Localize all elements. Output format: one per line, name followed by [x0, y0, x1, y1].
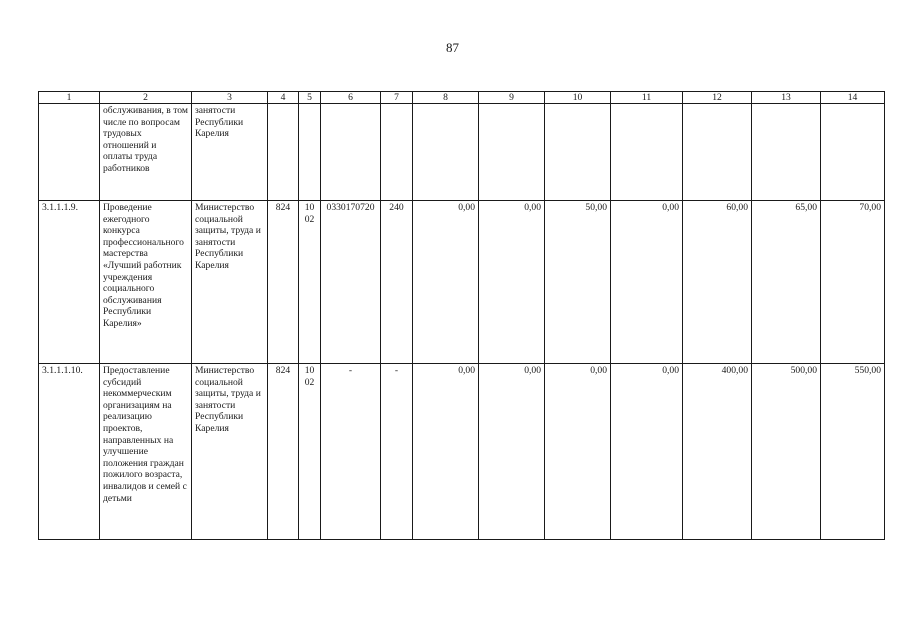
- column-number: 11: [611, 92, 683, 104]
- value-col-13: [752, 104, 821, 201]
- row-number: [39, 104, 100, 201]
- column-number: 5: [299, 92, 321, 104]
- column-number: 6: [321, 92, 381, 104]
- value-col-8: [413, 104, 479, 201]
- executor: занятости Республики Карелия: [192, 104, 268, 201]
- row-number: 3.1.1.1.9.: [39, 201, 100, 364]
- vr-code: 240: [381, 201, 413, 364]
- grbs-code: 824: [268, 364, 299, 540]
- executor: Министерство социальной защиты, труда и занятости Республики Карелия: [192, 201, 268, 364]
- table-row: [39, 364, 885, 540]
- vr-code: [381, 104, 413, 201]
- column-number: 2: [100, 92, 192, 104]
- column-number: 8: [413, 92, 479, 104]
- vr-code: -: [381, 364, 413, 540]
- value-col-10: 0,00: [545, 364, 611, 540]
- rzpr-code: 10 02: [299, 201, 321, 364]
- value-col-9: 0,00: [479, 364, 545, 540]
- value-col-11: 0,00: [611, 201, 683, 364]
- rzpr-code: 10 02: [299, 364, 321, 540]
- activity-name: Проведение ежегодного конкурса профессионального мастерства «Лучший работник учреждения социального обслуживания Республики Карелия»: [100, 201, 192, 364]
- value-col-14: [821, 104, 885, 201]
- csr-code: -: [321, 364, 381, 540]
- grbs-code: [268, 104, 299, 201]
- value-col-10: 50,00: [545, 201, 611, 364]
- executor: Министерство социальной защиты, труда и занятости Республики Карелия: [192, 364, 268, 540]
- value-col-13: 65,00: [752, 201, 821, 364]
- csr-code: 0330170720: [321, 201, 381, 364]
- value-col-9: 0,00: [479, 201, 545, 364]
- table-row: [39, 201, 885, 364]
- column-number: 13: [752, 92, 821, 104]
- value-col-11: [611, 104, 683, 201]
- activity-name: обслуживания, в том числе по вопросам трудовых отношений и оплаты труда работников: [100, 104, 192, 201]
- column-number: 14: [821, 92, 885, 104]
- value-col-8: 0,00: [413, 201, 479, 364]
- page-number: 87: [446, 40, 459, 55]
- rzpr-code: [299, 104, 321, 201]
- value-col-13: 500,00: [752, 364, 821, 540]
- value-col-12: 400,00: [683, 364, 752, 540]
- column-number: 7: [381, 92, 413, 104]
- column-number: 10: [545, 92, 611, 104]
- grbs-code: 824: [268, 201, 299, 364]
- column-numbers-row: [39, 92, 885, 104]
- value-col-10: [545, 104, 611, 201]
- activity-name: Предоставление субсидий некоммерческим организациям на реализацию проектов, направленных на улучшение положения граждан пожилого возраста, инвалидов и семей с детьми: [100, 364, 192, 540]
- value-col-14: 550,00: [821, 364, 885, 540]
- row-number: 3.1.1.1.10.: [39, 364, 100, 540]
- value-col-11: 0,00: [611, 364, 683, 540]
- column-number: 3: [192, 92, 268, 104]
- value-col-12: [683, 104, 752, 201]
- column-number: 12: [683, 92, 752, 104]
- value-col-8: 0,00: [413, 364, 479, 540]
- value-col-9: [479, 104, 545, 201]
- value-col-14: 70,00: [821, 201, 885, 364]
- csr-code: [321, 104, 381, 201]
- column-number: 1: [39, 92, 100, 104]
- budget-table: [38, 91, 885, 540]
- column-number: 9: [479, 92, 545, 104]
- value-col-12: 60,00: [683, 201, 752, 364]
- table-row: [39, 104, 885, 201]
- column-number: 4: [268, 92, 299, 104]
